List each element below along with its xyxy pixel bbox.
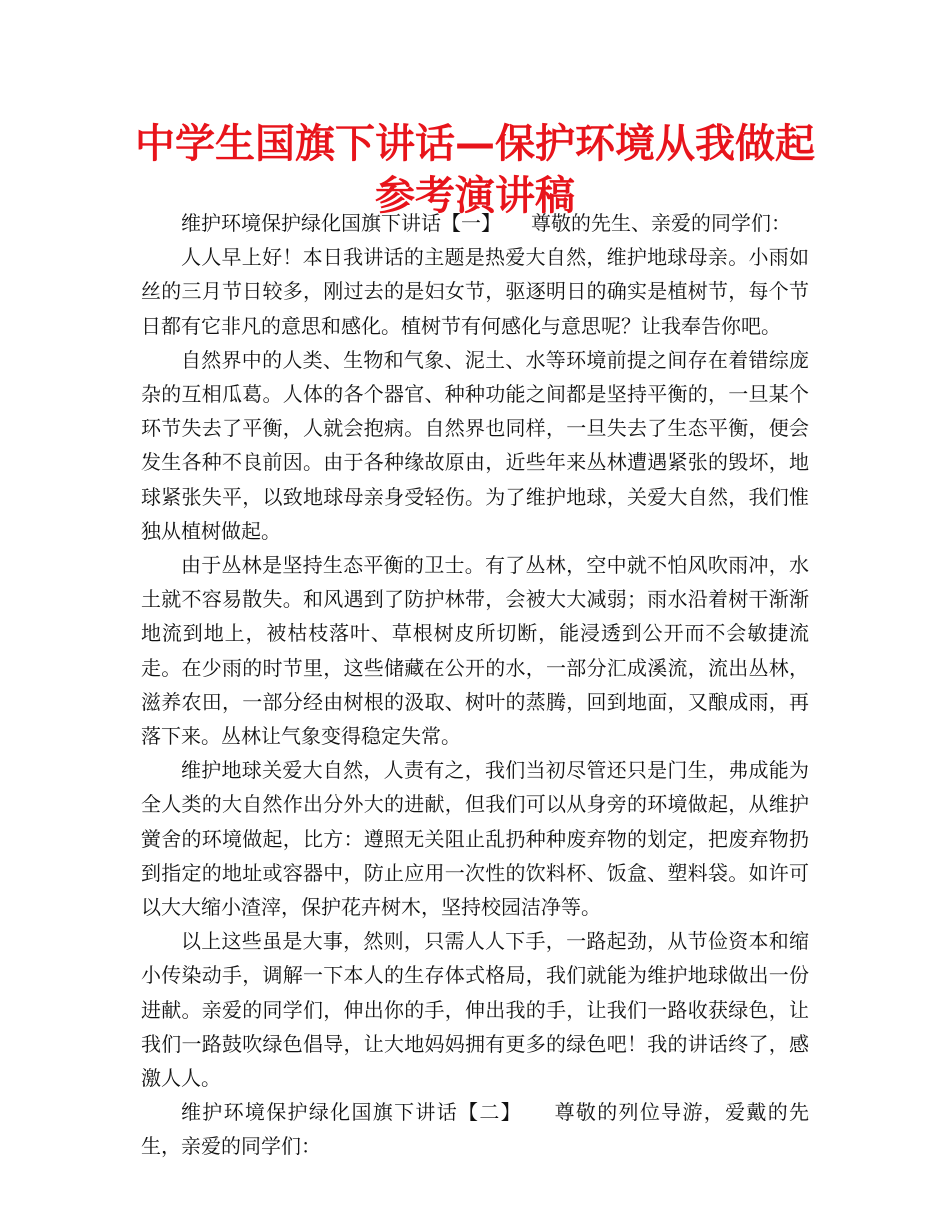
paragraph: 自然界中的人类、生物和气象、泥土、水等环境前提之间存在着错综庞杂的互相瓜葛。人体的各个器官、种种功能之间都是坚持平衡的，一旦某个环节失去了平衡，人就会抱病。自然界也同样，一旦失去了生态平衡，便会发生各种不良前因。由于各种缘故原由，近些年来丛林遭遇紧张的毁坏，地球紧张失平，以致地球母亲身受轻伤。为了维护地球，关爱大自然，我们惟独从植树做起。 (141, 347, 809, 543)
paragraph: 由于丛林是坚持生态平衡的卫士。有了丛林，空中就不怕风吹雨冲，水土就不容易散失。和风遇到了防护林带，会被大大减弱；雨水沿着树干渐渐地流到地上，被枯枝落叶、草根树皮所切断，能浸透到公开而不会敏捷流走。在少雨的时节里，这些储藏在公开的水，一部分汇成溪流，流出丛林，滋养农田，一部分经由树根的汲取、树叶的蒸腾，回到地面，又酿成雨，再落下来。丛林让气象变得稳定失常。 (141, 553, 809, 749)
document-title: 中学生国旗下讲话—保护环境从我做起参考演讲稿 (135, 121, 815, 219)
section-heading-1: 维护环境保护绿化国旗下讲话【一】 尊敬的先生、亲爱的同学们： (181, 211, 791, 235)
paragraph: 以上这些虽是大事，然则，只需人人下手，一路起劲，从节俭资本和缩小传染动手，调解一下本人的生存体式格局，我们就能为维护地球做出一份进献。亲爱的同学们，伸出你的手，伸出我的手，让我们一路收获绿色，让我们一路鼓吹绿色倡导，让大地妈妈拥有更多的绿色吧！我的讲话终了，感激人人。 (141, 929, 809, 1091)
document-body (141, 206, 809, 1164)
section-heading-2: 维护环境保护绿化国旗下讲话【二】 尊敬的列位导游，爱戴的先生，亲爱的同学们： (141, 1100, 809, 1159)
paragraph: 维护地球关爱大自然，人责有之，我们当初尽管还只是门生，弗成能为全人类的大自然作出分外大的进献，但我们可以从身旁的环境做起，从维护黉舍的环境做起，比方：遵照无关阻止乱扔种种废弃物的划定，把废弃物扔到指定的地址或容器中，防止应用一次性的饮料杯、饭盒、塑料袋。如许可以大大缩小渣滓，保护花卉树木，坚持校园洁净等。 (141, 758, 809, 920)
paragraph: 人人早上好！本日我讲话的主题是热爱大自然，维护地球母亲。小雨如丝的三月节日较多，刚过去的是妇女节，驱逐明日的确实是植树节，每个节日都有它非凡的意思和感化。植树节有何感化与意思呢？让我奉告你吧。 (141, 245, 809, 338)
